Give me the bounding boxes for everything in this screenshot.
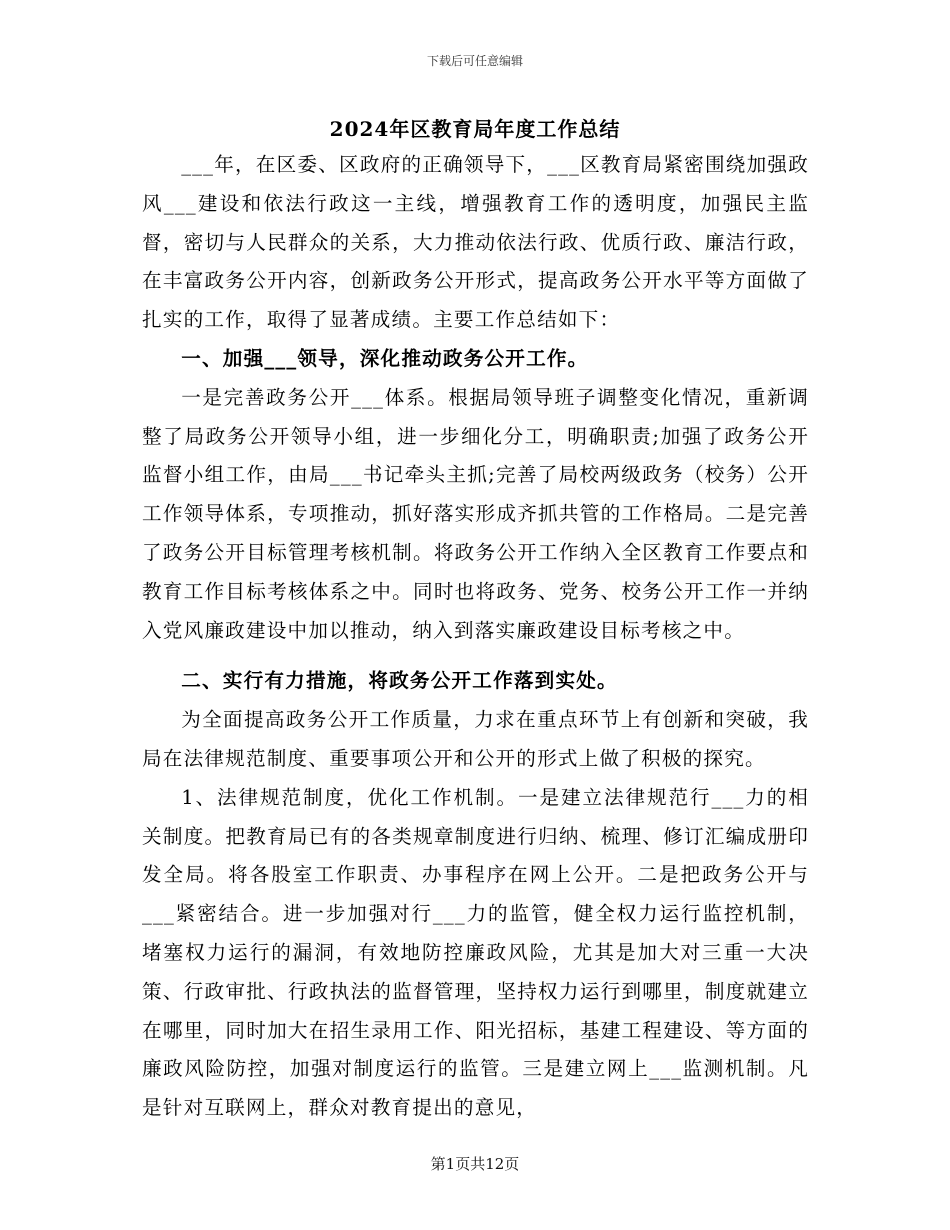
document-title: 2024年区教育局年度工作总结 (329, 117, 621, 141)
paragraph-intro: ___年，在区委、区政府的正确领导下，___区教育局紧密围绕加强政风___建设和依法行政这一主线，增强教育工作的透明度，加强民主监督，密切与人民群众的关系，大力推动依法行政、优质行政、廉洁行政，在丰富政务公开内容，创新政务公开形式，提高政务公开水平等方面做了扎实的工作，取得了显著成绩。主要工作总结如下： (142, 153, 809, 332)
header-note: 下载后可任意编辑 (426, 54, 523, 68)
section-heading-2: 二、实行有力措施，将政务公开工作落到实处。 (181, 669, 618, 693)
paragraph-section-1: 一是完善政务公开___体系。根据局领导班子调整变化情况，重新调整了局政务公开领导小组，进一步细化分工，明确职责;加强了政务公开监督小组工作，由局___书记牵头主抓;完善了局校两级政务（校务）公开工作领导体系，专项推动，抓好落实形成齐抓共管的工作格局。二是完善了政务公开目标管理考核机制。将政务公开工作纳入全区教育工作要点和教育工作目标考核体系之中。同时也将政务、党务、校务公开工作一并纳入党风廉政建设中加以推动，纳入到落实廉政建设目标考核之中。 (142, 385, 809, 642)
document-body (142, 146, 809, 1128)
section-heading-1: 一、加强___领导，深化推动政务公开工作。 (181, 346, 589, 370)
paragraph-section-2-intro: 为全面提高政务公开工作质量，力求在重点环节上有创新和突破，我局在法律规范制度、重要事项公开和公开的形式上做了积极的探究。 (142, 708, 809, 770)
paragraph-item-1: 1、法律规范制度，优化工作机制。一是建立法律规范行___力的相关制度。把教育局已有的各类规章制度进行归纳、梳理、修订汇编成册印发全局。将各股室工作职责、办事程序在网上公开。二是把政务公开与___紧密结合。进一步加强对行___力的监管，健全权力运行监控机制，堵塞权力运行的漏洞，有效地防控廉政风险，尤其是加大对三重一大决策、行政审批、行政执法的监督管理，坚持权力运行到哪里，制度就建立在哪里，同时加大在招生录用工作、阳光招标，基建工程建设、等方面的廉政风险防控，加强对制度运行的监管。三是建立网上___监测机制。凡是针对互联网上，群众对教育提出的意见， (142, 785, 809, 1120)
page-number: 第1页共12页 (430, 1155, 520, 1173)
